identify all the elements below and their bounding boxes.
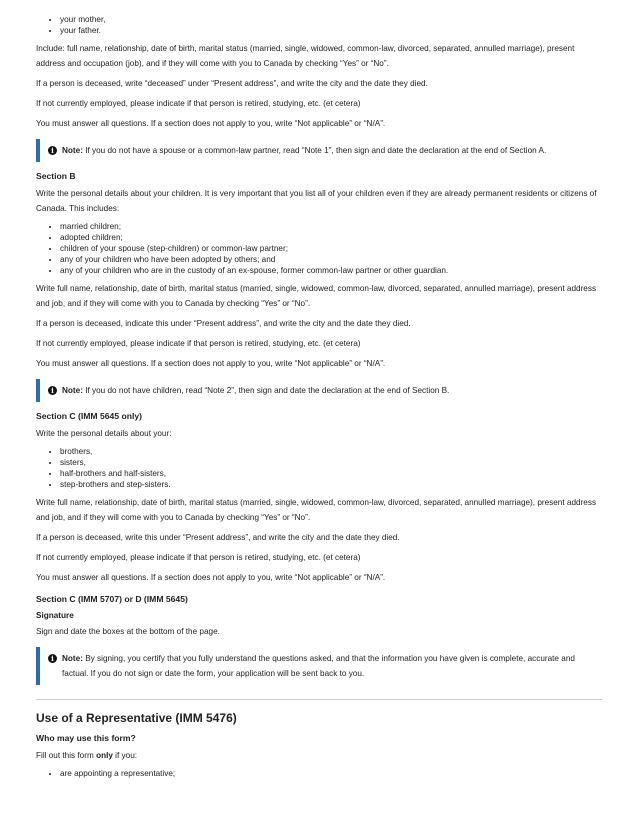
section-b-intro: Write the personal details about your children. It is very important that you list all of your children even if they are already permanent residents or citizens of Canada. This includes: <box>36 189 597 213</box>
section-c-heading: Section C (IMM 5645 only) <box>36 411 143 421</box>
note-text: By signing, you certify that you fully understand the questions asked, and that the information you have given is complete, accurate and factual. If you do not sign or date the form, your application will be sent back to you. <box>62 654 575 678</box>
signature-section-heading: Section C (IMM 5707) or D (IMM 5645) <box>36 594 188 604</box>
list-item: • your mother, <box>60 14 602 25</box>
children-list <box>36 221 602 276</box>
list-item: • brothers, <box>60 446 602 457</box>
list-item: • any of your children who have been adopted by others; and <box>60 254 602 265</box>
parents-list <box>36 14 602 36</box>
representative-intro: Fill out this form only if you: <box>36 751 138 760</box>
info-icon: i <box>48 146 57 155</box>
info-icon: i <box>48 386 57 395</box>
list-item: • sisters, <box>60 457 602 468</box>
section-b-note <box>36 379 602 402</box>
section-c-intro: Write the personal details about your: <box>36 429 172 438</box>
siblings-list <box>36 446 602 490</box>
list-item: • adopted children; <box>60 232 602 243</box>
list-item: • are appointing a representative; <box>60 768 602 779</box>
section-a-deceased: If a person is deceased, write “deceased” under “Present address”, and write the city and the date they died. <box>36 79 428 88</box>
section-a-answer-all: You must answer all questions. If a section does not apply to you, write “Not applicable” or “N/A”. <box>36 119 386 128</box>
note-label: Note: <box>62 386 83 395</box>
section-c-employment: If not currently employed, please indicate if that person is retired, studying, etc. (et cetera) <box>36 553 361 562</box>
section-c-instructions: Write full name, relationship, date of birth, marital status (married, single, widowed, common-law, divorced, separated, annulled marriage), present address and job, and if they will come with you to Canada by checking “Yes” or “No”. <box>36 498 597 522</box>
section-b-instructions: Write full name, relationship, date of birth, marital status (married, single, widowed, common-law, divorced, separated, annulled marriage), present address and job, and if they will come with you to Canada by checking “Yes” or “No”. <box>36 284 597 308</box>
signature-note <box>36 647 602 685</box>
representative-heading: Use of a Representative (IMM 5476) <box>36 711 237 725</box>
who-may-use-heading: Who may use this form? <box>36 733 136 743</box>
section-c-deceased: If a person is deceased, write this under “Present address”, and write the city and the date they died. <box>36 533 400 542</box>
section-b-employment: If not currently employed, please indicate if that person is retired, studying, etc. (et cetera) <box>36 339 361 348</box>
section-a-instructions: Include: full name, relationship, date of birth, marital status (married, single, widowed, common-law, divorced, separated, annulled marriage), present address and occupation (job), and if they will come with you to Canada by checking “Yes” or “No”. <box>36 44 575 68</box>
list-item: • married children; <box>60 221 602 232</box>
section-a-employment: If not currently employed, please indicate if that person is retired, studying, etc. (et cetera) <box>36 99 361 108</box>
signature-instructions: Sign and date the boxes at the bottom of the page. <box>36 627 220 636</box>
list-item: • any of your children who are in the custody of an ex-spouse, former common-law partner or other guardian. <box>60 265 602 276</box>
section-b-deceased: If a person is deceased, indicate this under “Present address”, and write the city and the date they died. <box>36 319 411 328</box>
representative-list <box>36 768 602 779</box>
note-label: Note: <box>62 146 83 155</box>
section-b-answer-all: You must answer all questions. If a section does not apply to you, write “Not applicable” or “N/A”. <box>36 359 386 368</box>
section-a-note <box>36 139 602 162</box>
signature-subheading: Signature <box>36 611 74 620</box>
section-c-answer-all: You must answer all questions. If a section does not apply to you, write “Not applicable” or “N/A”. <box>36 573 386 582</box>
note-text: If you do not have children, read “Note 2”, then sign and date the declaration at the end of Section B. <box>85 386 450 395</box>
note-label: Note: <box>62 654 83 663</box>
list-item: • half-brothers and half-sisters, <box>60 468 602 479</box>
info-icon: i <box>48 654 57 663</box>
section-b-heading: Section B <box>36 171 76 181</box>
list-item: • your father. <box>60 25 602 36</box>
list-item: • step-brothers and step-sisters. <box>60 479 602 490</box>
note-text: If you do not have a spouse or a common-law partner, read “Note 1”, then sign and date the declaration at the end of Section A. <box>85 146 547 155</box>
list-item: • children of your spouse (step-children) or common-law partner; <box>60 243 602 254</box>
